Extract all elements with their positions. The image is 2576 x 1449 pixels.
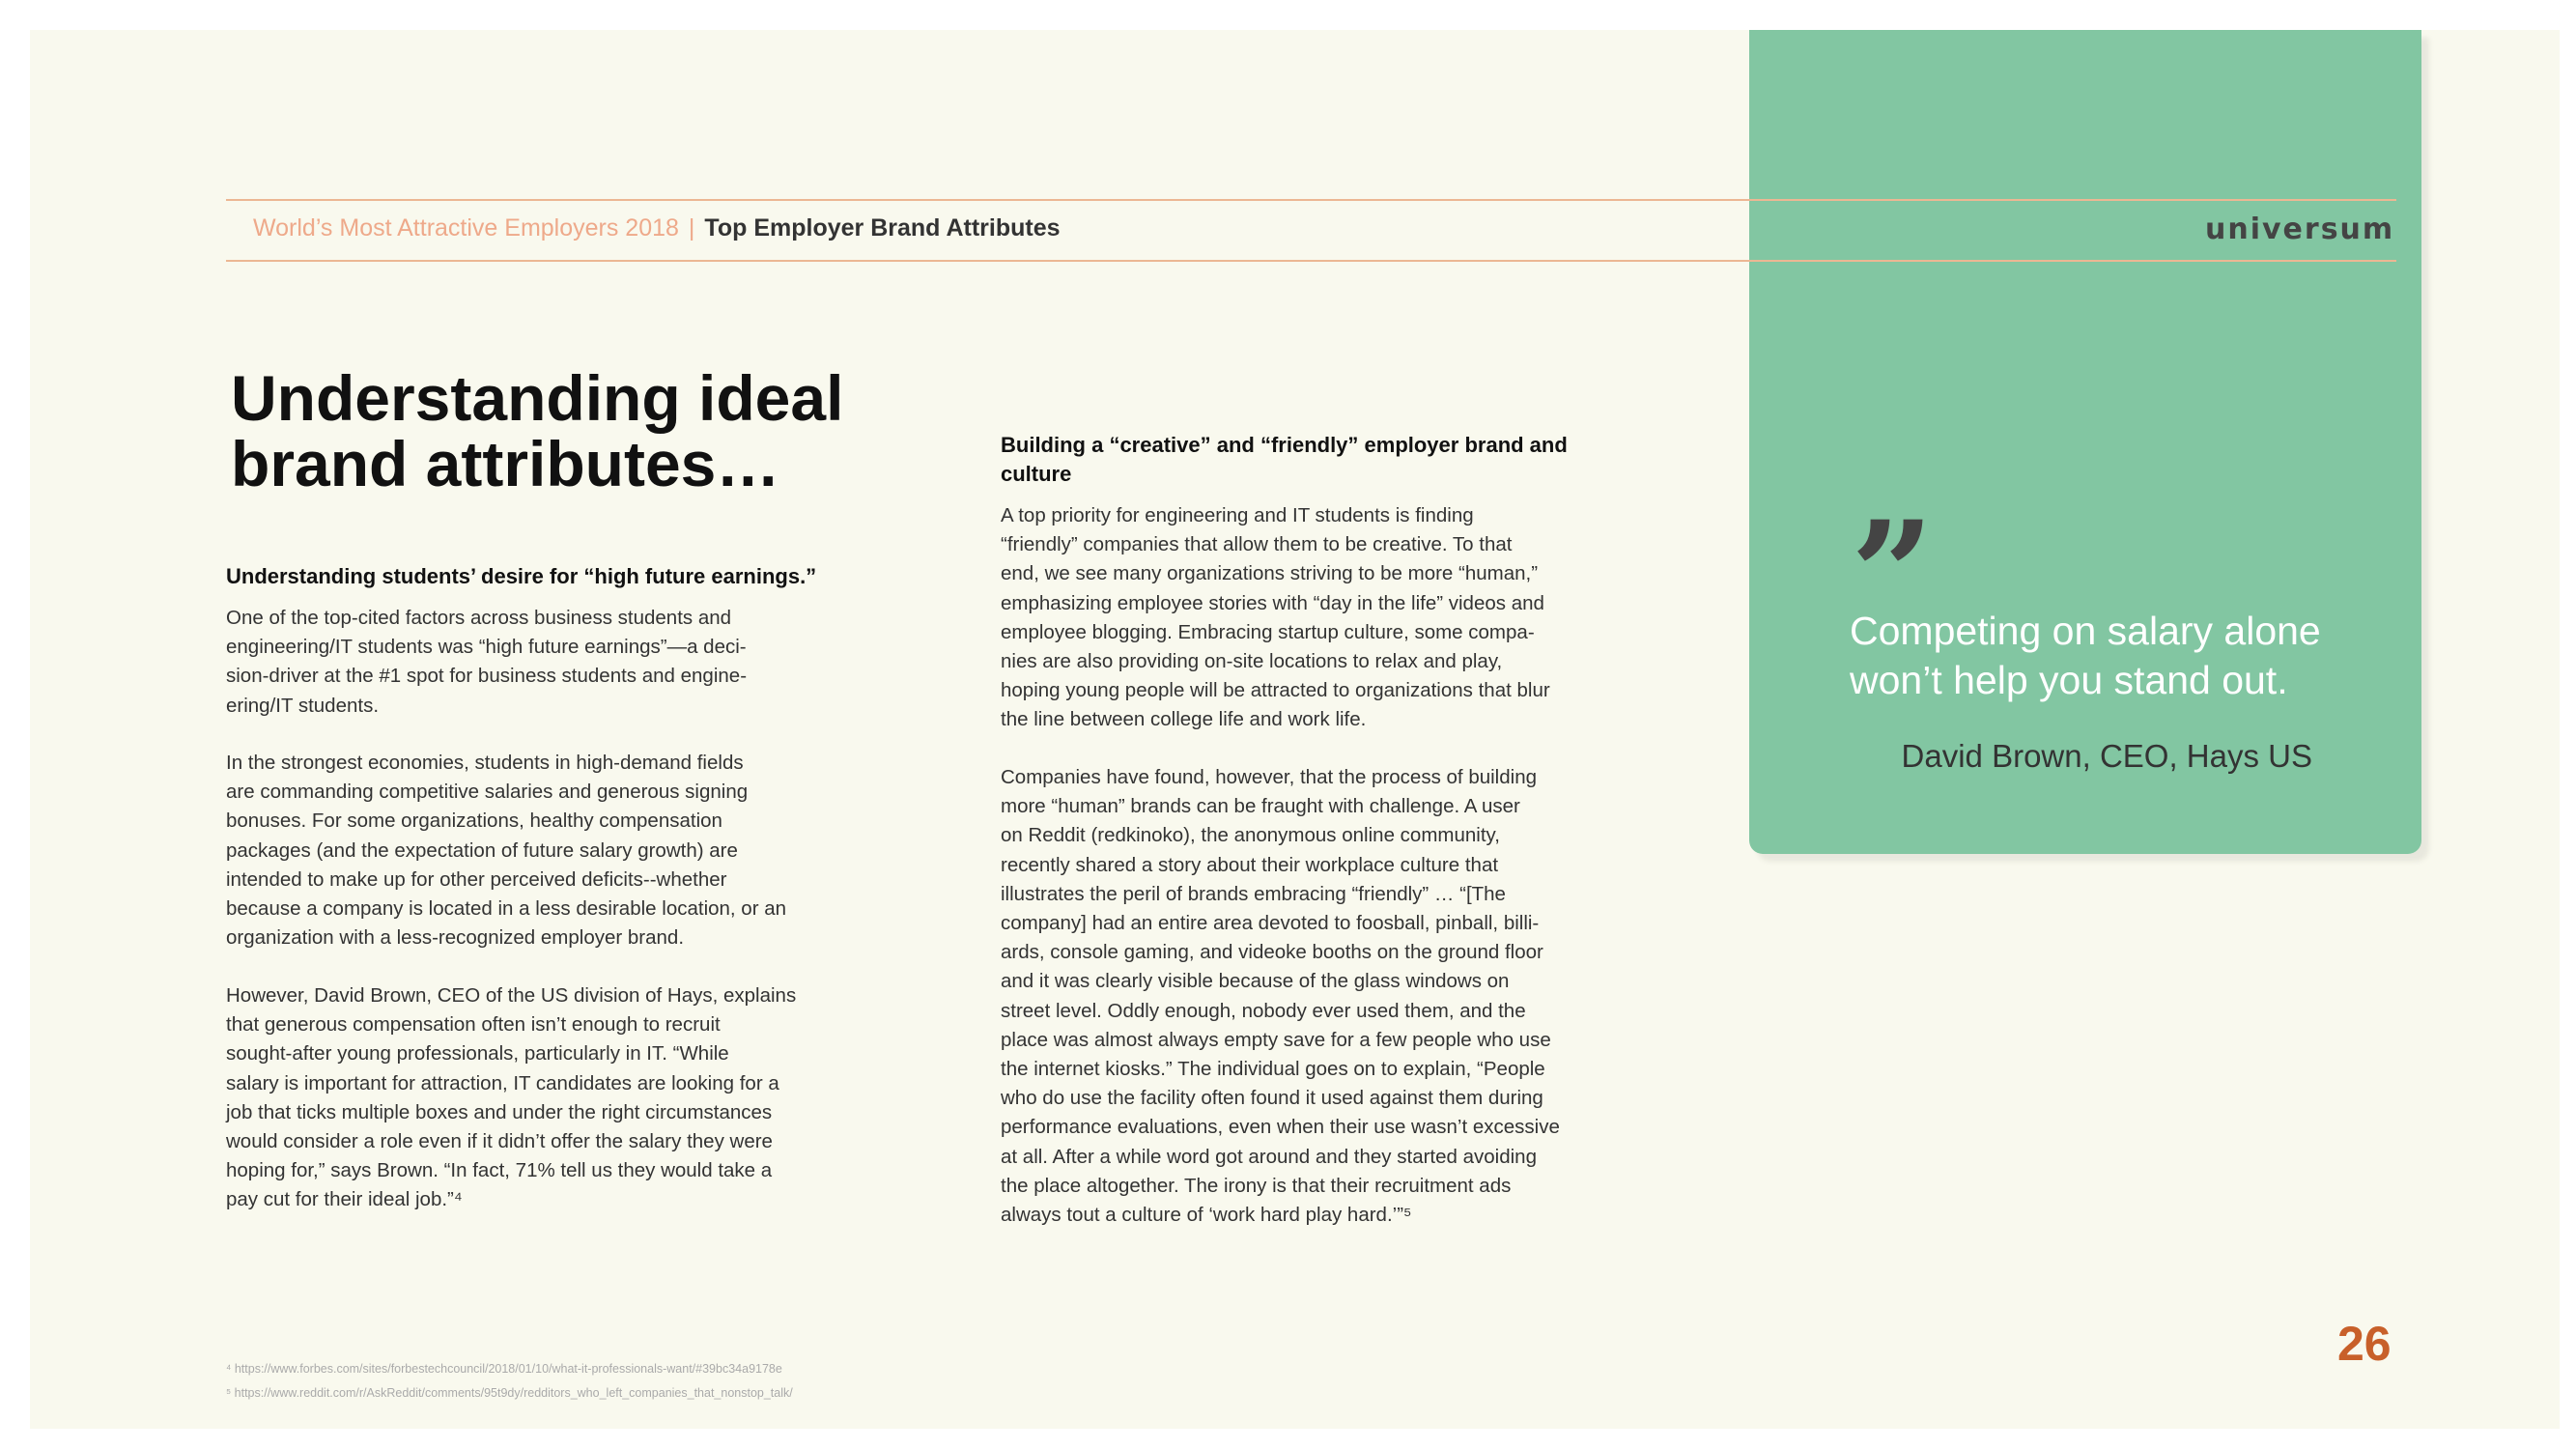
title-line: brand attributes… xyxy=(231,428,780,499)
text-line: One of the top-cited factors across business students and xyxy=(226,607,732,629)
text-line: recently shared a story about their workplace culture that xyxy=(1001,853,1499,876)
right-paragraph-2 xyxy=(1001,763,1560,1230)
text-line: nies are also providing on-site locations to relax and play, xyxy=(1001,650,1503,673)
text-line: place was almost always empty save for a few people who use xyxy=(1001,1028,1551,1051)
text-line: However, David Brown, CEO of the US division of Hays, explains xyxy=(226,984,797,1007)
text-line: on Reddit (redkinoko), the anonymous online community, xyxy=(1001,824,1500,847)
text-line: job that ticks multiple boxes and under the right circumstances xyxy=(226,1100,773,1123)
text-line: salary is important for attraction, IT candidates are looking for a xyxy=(226,1071,779,1094)
section-title: Top Employer Brand Attributes xyxy=(704,214,1061,242)
quote-mark-icon: ” xyxy=(1851,490,1935,660)
text-line: always tout a culture of ‘work hard play hard.’”⁵ xyxy=(1001,1204,1412,1227)
report-title: World’s Most Attractive Employers 2018 xyxy=(253,214,679,242)
footnote-4: ⁴ https://www.forbes.com/sites/forbestechcouncil/2018/01/10/what-it-professionals-want/#39bc34a9178e xyxy=(226,1362,782,1376)
left-paragraph-1 xyxy=(226,604,747,721)
text-line: organization with a less-recognized employer brand. xyxy=(226,926,685,950)
right-subhead xyxy=(1001,431,1568,489)
text-line: the internet kiosks.” The individual goes on to explain, “People xyxy=(1001,1058,1545,1081)
text-line: who do use the facility often found it used against them during xyxy=(1001,1087,1543,1110)
text-line: engineering/IT students was “high future earnings”—a deci- xyxy=(226,636,747,659)
text-line: at all. After a while word got around and they started avoiding xyxy=(1001,1145,1537,1168)
text-line: performance evaluations, even when their use wasn’t excessive xyxy=(1001,1116,1560,1139)
page-title xyxy=(231,362,844,499)
text-line: the place altogether. The irony is that their recruitment ads xyxy=(1001,1174,1512,1197)
left-paragraph-2 xyxy=(226,749,786,952)
footnote-5: ⁵ https://www.reddit.com/r/AskReddit/comments/95t9dy/redditors_who_left_companies_that_nonstop_talk/ xyxy=(226,1386,793,1400)
text-line: that generous compensation often isn’t enough to recruit xyxy=(226,1013,721,1037)
left-subhead: Understanding students’ desire for “high future earnings.” xyxy=(226,564,817,588)
text-line: ering/IT students. xyxy=(226,694,380,717)
text-line: sion-driver at the #1 spot for business students and engine- xyxy=(226,665,748,688)
text-line: would consider a role even if it didn’t offer the salary they were xyxy=(226,1130,773,1153)
header-rule-top xyxy=(226,199,2396,201)
text-line: culture xyxy=(1001,462,1072,486)
quote-attribution: David Brown, CEO, Hays US xyxy=(1901,738,2312,774)
text-line: illustrates the peril of brands embracing “friendly” … “[The xyxy=(1001,882,1506,905)
pull-quote xyxy=(1850,607,2321,705)
title-line: Understanding ideal xyxy=(231,362,844,434)
text-line: Competing on salary alone xyxy=(1850,609,2321,653)
text-line: hoping young people will be attracted to organizations that blur xyxy=(1001,679,1550,702)
text-line: the line between college life and work life. xyxy=(1001,708,1367,731)
running-header xyxy=(253,214,1061,242)
text-line: bonuses. For some organizations, healthy compensation xyxy=(226,810,722,833)
text-line: won’t help you stand out. xyxy=(1850,658,2288,702)
text-line: ards, console gaming, and videoke booths on the ground floor xyxy=(1001,941,1543,964)
text-line: end, we see many organizations striving to be more “human,” xyxy=(1001,562,1539,585)
text-line: A top priority for engineering and IT students is finding xyxy=(1001,504,1474,526)
text-line: In the strongest economies, students in high-demand fields xyxy=(226,752,744,774)
text-line: because a company is located in a less desirable location, or an xyxy=(226,897,787,921)
text-line: intended to make up for other perceived deficits--whether xyxy=(226,867,727,891)
text-line: hoping for,” says Brown. “In fact, 71% tell us they would take a xyxy=(226,1159,773,1182)
text-line: Building a “creative” and “friendly” employer brand and xyxy=(1001,433,1568,457)
header-rule-bottom xyxy=(226,260,2396,262)
text-line: sought-after young professionals, particularly in IT. “While xyxy=(226,1042,729,1065)
text-line: and it was clearly visible because of the glass windows on xyxy=(1001,970,1510,993)
text-line: “friendly” companies that allow them to be creative. To that xyxy=(1001,533,1513,556)
text-line: employee blogging. Embracing startup culture, some compa- xyxy=(1001,620,1535,643)
text-line: packages (and the expectation of future salary growth) are xyxy=(226,838,738,862)
text-line: emphasizing employee stories with “day in the life” videos and xyxy=(1001,591,1544,614)
text-line: street level. Oddly enough, nobody ever used them, and the xyxy=(1001,999,1526,1022)
page-number: 26 xyxy=(2337,1317,2392,1371)
header-separator: | xyxy=(688,214,695,242)
quote-panel xyxy=(1749,30,2421,854)
left-paragraph-3 xyxy=(226,981,796,1215)
text-line: company] had an entire area devoted to foosball, pinball, billi- xyxy=(1001,912,1540,935)
right-paragraph-1 xyxy=(1001,501,1550,735)
text-line: more “human” brands can be fraught with challenge. A user xyxy=(1001,795,1520,818)
text-line: are commanding competitive salaries and generous signing xyxy=(226,781,749,804)
text-line: pay cut for their ideal job.”⁴ xyxy=(226,1188,463,1211)
text-line: Companies have found, however, that the process of building xyxy=(1001,766,1537,788)
universum-logo: universum xyxy=(2205,213,2395,246)
